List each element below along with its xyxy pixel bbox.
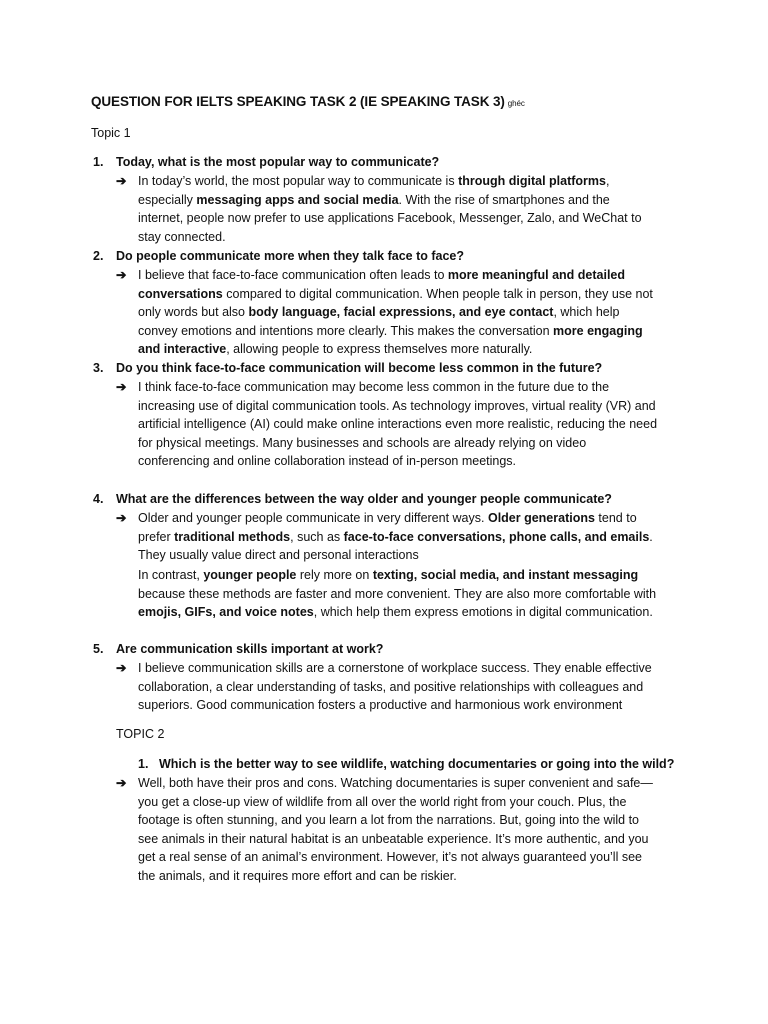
text-run: I believe communication skills are a cornerstone of workplace success. They enable effective collaboration, a clear understanding of tasks, and positive relationships with colleagues and superiors. Good communication fosters a productive and harmonious work environment [138,661,652,713]
bold-phrase: traditional methods [174,529,291,544]
bold-phrase: more meaningful and detailed conversations [138,268,626,301]
answer-3 [138,378,658,471]
question-1 [93,155,440,169]
question-number: 1. [138,757,149,771]
arrow-right-icon: ➔ [116,511,127,525]
answer-1 [138,172,658,246]
bold-phrase: messaging apps and social media [196,192,399,207]
text-run: , especially [138,174,610,207]
text-run: compared to digital communication. When people talk in person, they use not only words but also [138,286,653,320]
question-text: Do you think face-to-face communication will become less common in the future? [116,361,603,375]
topic-1-label: Topic 1 [91,126,131,140]
topic-2-question-1 [138,757,675,771]
bold-phrase: emojis, GIFs, and voice notes [138,605,314,620]
topic-2-label: TOPIC 2 [116,727,165,741]
question-number: 1. [93,155,104,169]
question-3 [93,361,603,375]
text-run: rely more on [296,568,373,582]
question-text: Today, what is the most popular way to communicate? [116,155,440,169]
bold-phrase: younger people [203,568,297,582]
question-text: Are communication skills important at work? [116,642,384,656]
bold-phrase: through digital platforms [458,174,606,188]
text-run: . They usually value direct and personal interactions [138,529,653,563]
text-run: Older and younger people communicate in very different ways. [138,511,488,525]
topic-2-answer-1 [138,774,658,886]
text-run: , which help them express emotions in digital communication. [313,605,653,620]
bold-phrase: body language, facial expressions, and eye contact [248,305,554,320]
arrow-right-icon: ➔ [116,776,127,790]
bold-phrase: Older generations [487,511,595,525]
text-run: , which help convey emotions and intentions more clearly. This makes the conversation [138,305,620,338]
text-run: In today’s world, the most popular way to communicate is [138,174,459,188]
arrow-right-icon: ➔ [116,268,127,282]
question-number: 5. [93,642,104,656]
arrow-right-icon: ➔ [116,661,127,675]
bold-phrase: texting, social media, and instant messaging [372,568,639,582]
document-title [91,94,525,109]
text-run: , allowing people to express themselves more naturally. [226,342,533,357]
question-text: Do people communicate more when they talk face to face? [116,249,465,263]
title-note: ghéc [507,99,525,108]
answer-4 [138,509,658,565]
text-run: Well, both have their pros and cons. Watching documentaries is super convenient and safe—you get a close-up view of wildlife from all over the world right from your couch. Plus, the footage is often stunning, and you learn a lot from the narrations. But, going into the wild to see animals in their natural habitat is an unbeatable experience. It’s more authentic, and you get a real sense of an animal’s environment. However, it’s not always guaranteed you’ll see the animals, and it requires more effort and can be riskier. [138,776,653,883]
text-run: I think face-to-face communication may become less common in the future due to the increasing use of digital communication tools. As technology improves, virtual reality (VR) and artificial intelligence (AI) could make online interactions even more realistic, reducing the need for physical meetings. Many businesses and schools are already relying on video conferencing and online collaboration instead of in-person meetings. [138,380,658,469]
text-run: I believe that face-to-face communication often leads to [138,268,448,282]
arrow-right-icon: ➔ [116,380,127,394]
question-number: 4. [93,492,104,506]
text-run: . With the rise of smartphones and the internet, people now prefer to use applications Facebook, Messenger, Zalo, and WeChat to stay connected. [138,192,642,244]
question-text: What are the differences between the way older and younger people communicate? [116,492,612,506]
arrow-right-icon: ➔ [116,174,127,188]
text-run: tend to prefer [138,511,637,544]
question-2 [93,249,465,263]
text-run: In contrast, [138,568,204,582]
bold-phrase: face-to-face conversations, phone calls, and emails [343,529,650,544]
bold-phrase: more engaging and interactive [138,323,643,357]
answer-4-contrast [138,566,658,622]
text-run: , such as [290,529,344,544]
text-run: because these methods are faster and more convenient. They are also more comfortable with [138,586,657,601]
answer-5 [138,659,658,715]
question-number: 3. [93,361,104,375]
answer-2 [138,266,658,359]
question-4 [93,492,612,506]
question-5 [93,642,384,656]
title-text: QUESTION FOR IELTS SPEAKING TASK 2 (IE SPEAKING TASK 3) [91,94,505,109]
question-text: Which is the better way to see wildlife, watching documentaries or going into the wild? [159,757,675,771]
question-number: 2. [93,249,104,263]
